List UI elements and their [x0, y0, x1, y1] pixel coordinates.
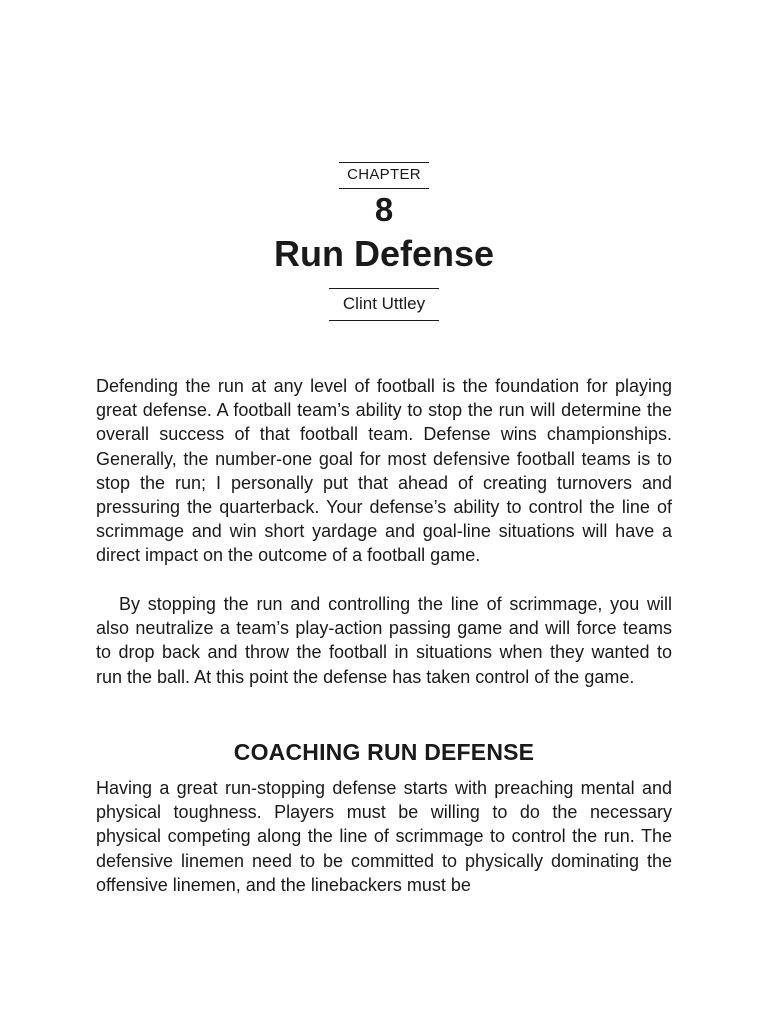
- body-paragraph-2: By stopping the run and controlling the line of scrimmage, you will also neutralize a team’s play-action passing game and will force teams to drop back and throw the football in situations when they wanted to run the ball. At this point the defense has taken control of the game.: [96, 594, 672, 687]
- chapter-label: CHAPTER: [339, 162, 429, 189]
- body-paragraph-3: Having a great run-stopping defense starts with preaching mental and physical toughness. Players must be willing to do the necessary physical competing along the line of scrimmage to control the run. The defensive linemen need to be committed to physically dominating the offensive linemen, and the linebackers must be: [96, 778, 672, 895]
- chapter-title: Run Defense: [273, 233, 495, 274]
- section-heading: COACHING RUN DEFENSE: [233, 739, 535, 765]
- chapter-number: 8: [374, 191, 394, 228]
- author-name: Clint Uttley: [329, 288, 439, 321]
- body-paragraph-1: Defending the run at any level of football is the foundation for playing great defense. A football team’s ability to stop the run will determine the overall success of that football team. Defense wins championships. Generally, the number-one goal for most defensive football teams is to stop the run; I personally put that ahead of creating turnovers and pressuring the quarterback. Your defense’s ability to control the line of scrimmage and win short yardage and goal-line situations will have a direct impact on the outcome of a football game.: [96, 376, 672, 566]
